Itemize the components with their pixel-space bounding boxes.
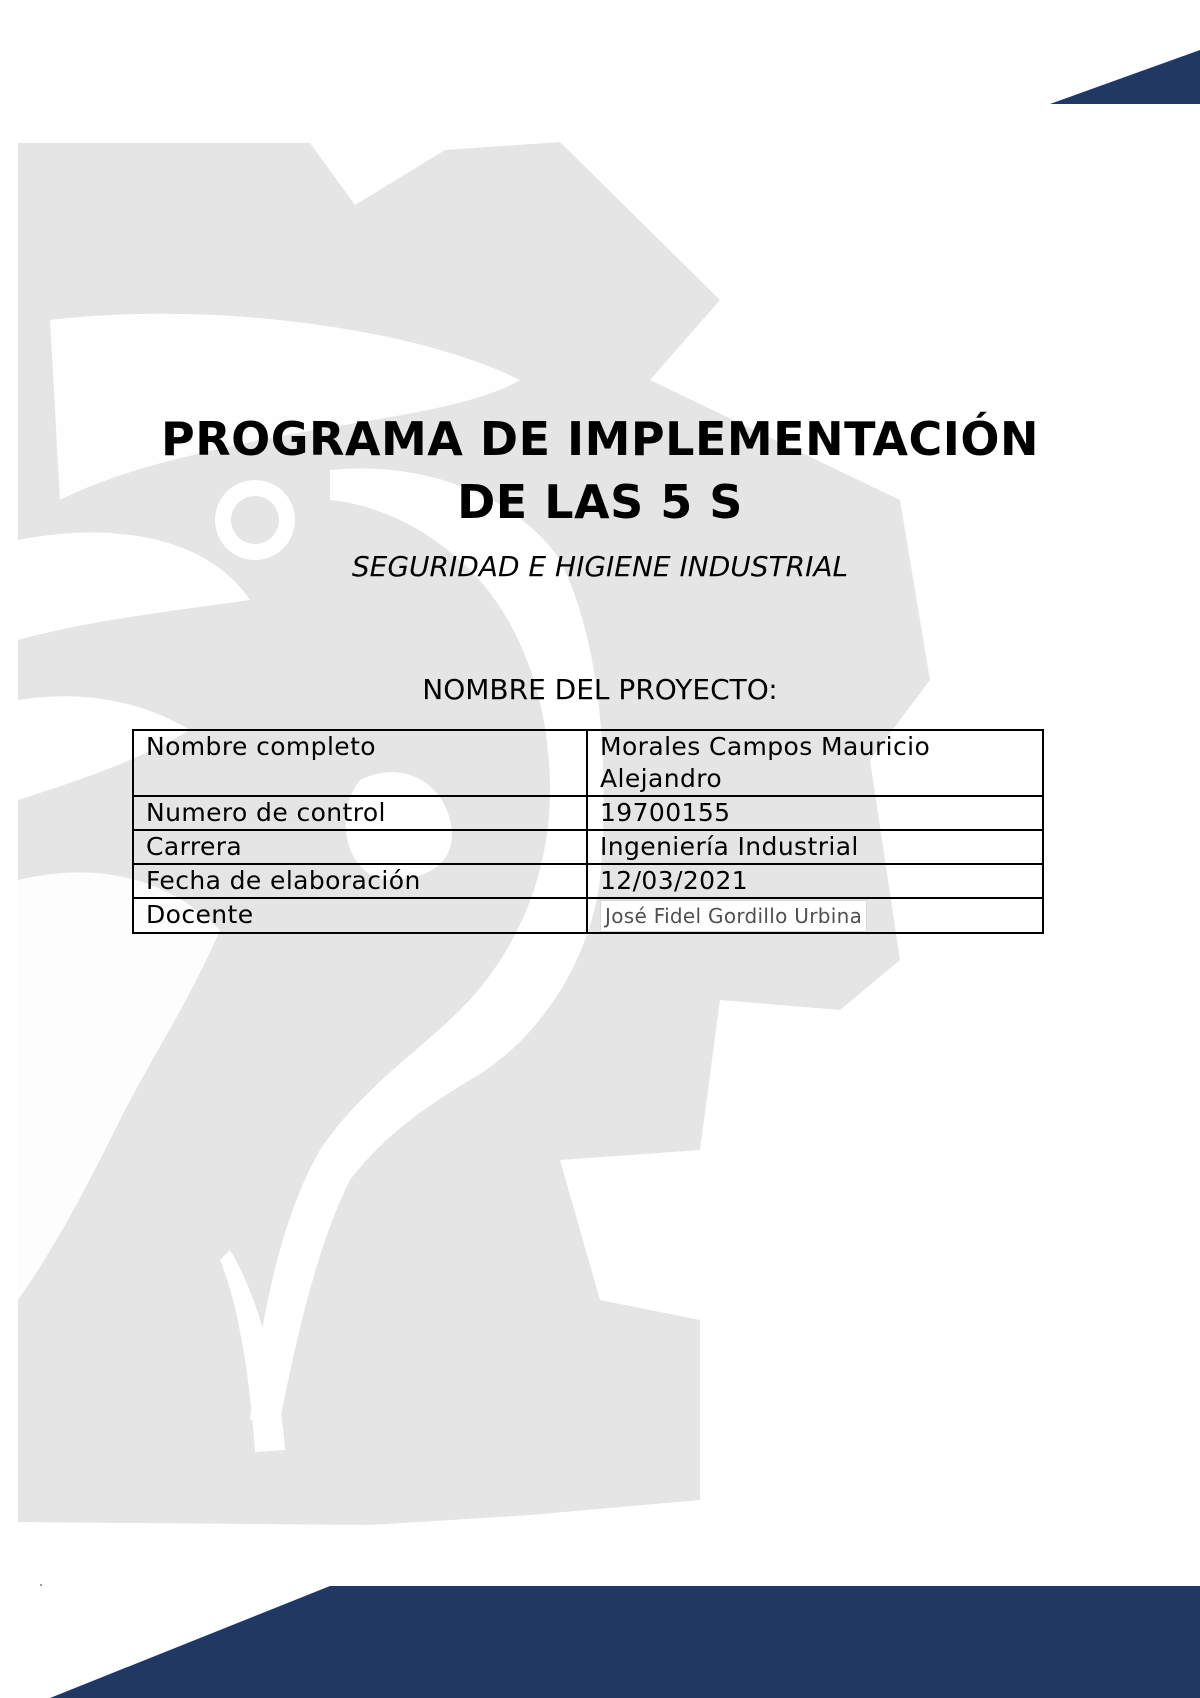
row-label: Nombre completo — [133, 730, 587, 796]
row-value: Morales Campos Mauricio Alejandro — [587, 730, 1043, 796]
row-value: 12/03/2021 — [587, 864, 1043, 898]
table-row — [133, 864, 1043, 898]
table-row — [133, 830, 1043, 864]
table-row — [133, 898, 1043, 933]
student-info-table — [132, 729, 1044, 934]
title-line-2: DE LAS 5 S — [457, 475, 743, 529]
teacher-name-field[interactable]: José Fidel Gordillo Urbina — [600, 900, 867, 932]
title-line-1: PROGRAMA DE IMPLEMENTACIÓN — [161, 412, 1039, 466]
table-row — [133, 796, 1043, 830]
top-corner-accent — [0, 0, 1200, 120]
footer-band — [0, 1570, 1200, 1698]
row-label: Numero de control — [133, 796, 587, 830]
table-row — [133, 730, 1043, 796]
row-value: 19700155 — [587, 796, 1043, 830]
row-label: Docente — [133, 898, 587, 933]
row-label: Fecha de elaboración — [133, 864, 587, 898]
document-subtitle: SEGURIDAD E HIGIENE INDUSTRIAL — [351, 550, 849, 583]
document-title — [100, 408, 1100, 534]
row-value: Ingeniería Industrial — [587, 830, 1043, 864]
row-value-cell — [587, 898, 1043, 933]
stray-mark — [40, 1584, 42, 1586]
project-name-label: NOMBRE DEL PROYECTO: — [422, 673, 778, 706]
row-label: Carrera — [133, 830, 587, 864]
